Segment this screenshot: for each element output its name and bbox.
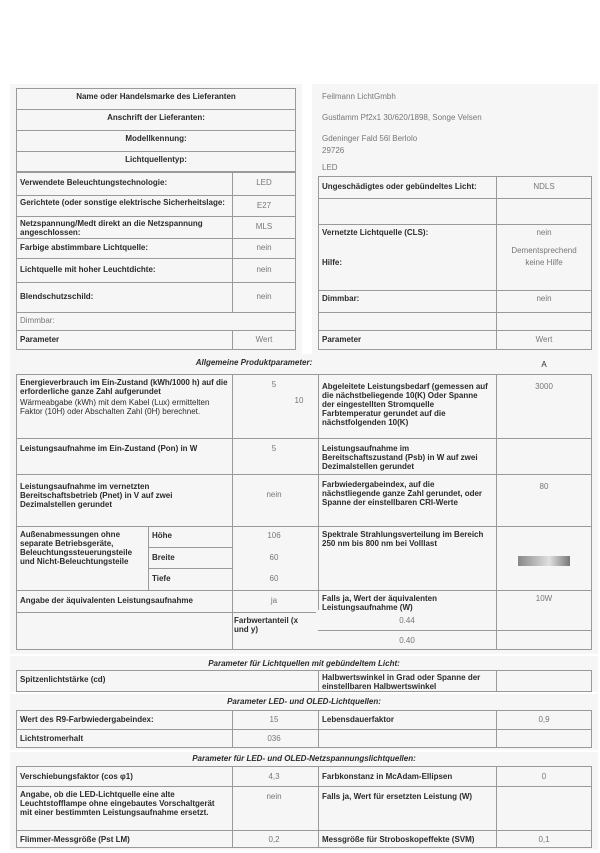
general-row-label: Leistungsaufnahme im Ein-Zustand (Pon) in W xyxy=(20,444,198,453)
dims-value: 106 xyxy=(267,531,281,540)
right-row-label: Ungeschädigtes oder gebündeltes Licht: xyxy=(322,182,477,191)
led-oled-row-value: 15 xyxy=(269,715,279,724)
chroma-y: 0.40 xyxy=(399,636,415,645)
mains-row-rvalue: 0,1 xyxy=(538,835,550,844)
equiv-rvalue: 10W xyxy=(535,594,553,603)
general-row-rlabel: Leistungsaufnahme im Bereitschaftszustand (Psb) in W auf zwei Dezimalstellen gerundet xyxy=(322,444,478,471)
chroma-label: Farbwertanteil (x und y) xyxy=(234,616,299,634)
directional-label: Spitzenlichtstärke (cd) xyxy=(20,675,106,684)
right-row-label: Hilfe: xyxy=(322,258,342,267)
dims-name: Breite xyxy=(152,553,175,562)
left-row-value: nein xyxy=(256,243,272,252)
equiv-value: ja xyxy=(270,596,278,605)
mains-row-value: nein xyxy=(266,792,282,801)
left-row-value: nein xyxy=(256,292,272,301)
left-row-value: MLS xyxy=(255,222,273,231)
left-row-label: Dimmbar: xyxy=(20,316,55,325)
right-row-value: keine Hilfe xyxy=(525,258,563,267)
led-oled-row-label: Lichtstromerhalt xyxy=(20,734,84,743)
dims-name: Tiefe xyxy=(152,574,171,583)
left-header-value: Wert xyxy=(255,335,273,344)
directional-rlabel: Halbwertswinkel in Grad oder Spanne der einstellbaren Halbwertswinkel xyxy=(322,673,481,691)
general-row-value: 5 xyxy=(271,380,277,389)
general-unit: A xyxy=(541,360,547,369)
left-header-param: Parameter xyxy=(20,335,60,344)
led-oled-row-label: Wert des R9-Farbwiedergabeindex: xyxy=(20,715,154,724)
left-row-value: nein xyxy=(256,265,272,274)
general-row-value: 5 xyxy=(271,444,277,453)
general-title: Allgemeine Produktparameter: xyxy=(195,358,313,367)
mains-row-rlabel: Farbkonstanz in McAdam-Ellipsen xyxy=(322,772,453,781)
supplier-name-value: Feilmann LichtGmbh xyxy=(322,92,396,101)
supplier-name-label: Name oder Handelsmarke des Lieferanten xyxy=(76,92,236,101)
spectrum-image xyxy=(518,556,570,566)
equiv-rlabel: Falls ja, Wert der äquivalenten Leistungsaufnahme (W) xyxy=(322,594,437,612)
general-row-rlabel: Abgeleitete Leistungsbedarf (gemessen auf die nächstbeliegende 10(K) Oder Spanne der eingestellten Stromquelle Farbtemperatur gerundet auf die nächstfolgenden 10(K) xyxy=(322,382,488,427)
dims-rlabel: Spektrale Strahlungsverteilung im Bereich 250 nm bis 800 nm bei Volllast xyxy=(322,530,484,548)
supplier-address-value: Gustlamm Pf2x1 30/620/1898, Songe Velsen xyxy=(322,113,482,122)
model-value: 29726 xyxy=(322,146,345,155)
mains-title: Parameter für LED- und OLED-Netzspannungslichtquellen: xyxy=(192,754,416,763)
dims-label: Außenabmessungen ohne separate Betriebsgeräte, Beleuchtungssteuerungsteile und Nicht-Beleuchtungsteile xyxy=(20,530,133,566)
mains-row-label: Verschiebungsfaktor (cos φ1) xyxy=(20,772,133,781)
right-row-value: Dementsprechend xyxy=(511,246,577,255)
general-row-extra: Wärmeabgabe (kWh) mit dem Kabel (Lux) ermittelten Faktor (10H) oder Abschalten Zahl (0H) berechnet. xyxy=(20,398,210,416)
mains-row-label: Flimmer-Messgröße (Pst LM) xyxy=(20,835,130,844)
right-row-value: NDLS xyxy=(533,182,555,191)
mains-row-label: Angabe, ob die LED-Lichtquelle eine alte Leuchtstofflampe ohne eingebautes Vorschaltgerät mit einer bestimmten Leistungsaufnahme ersetzt. xyxy=(20,790,215,817)
general-row-rvalue: 80 xyxy=(539,482,549,491)
general-row-label: Energieverbrauch im Ein-Zustand (kWh/1000 h) auf die erforderliche ganze Zahl aufgerundet xyxy=(20,378,228,396)
left-row-label: Lichtquelle mit hoher Leuchtdichte: xyxy=(20,265,156,274)
right-row-label: Vernetzte Lichtquelle (CLS): xyxy=(322,228,429,237)
left-row-label: Netzspannung/Medt direkt an die Netzspannung angeschlossen: xyxy=(20,219,203,237)
general-row-value: nein xyxy=(266,490,282,499)
left-row-label: Verwendete Beleuchtungstechnologie: xyxy=(20,178,168,187)
right-row-label: Dimmbar: xyxy=(322,294,360,303)
right-header-param: Parameter xyxy=(322,335,362,344)
supplier-address2-value: Gdeninger Fald 56l Berlolo xyxy=(322,134,418,143)
led-oled-row-rvalue: 0,9 xyxy=(538,715,550,724)
right-header-value: Wert xyxy=(535,335,553,344)
led-oled-row-value: 036 xyxy=(267,734,281,743)
general-row-rlabel: Farbwiedergabeindex, auf die nächstliegende ganze Zahl gerundet, oder Spanne der einstellbaren CRI-Werte xyxy=(322,480,483,507)
left-row-label: Gerichtete (oder sonstige elektrische Sicherheitslage: xyxy=(20,198,225,207)
mains-row-rvalue: 0 xyxy=(541,772,547,781)
mains-row-rlabel: Messgröße für Stroboskopeffekte (SVM) xyxy=(322,835,475,844)
lightsource-type-value: LED xyxy=(322,163,338,172)
mains-row-value: 0,2 xyxy=(268,835,280,844)
general-row-rvalue: 3000 xyxy=(535,382,553,391)
lightsource-type-label: Lichtquellentyp: xyxy=(125,155,187,164)
dims-value: 60 xyxy=(269,553,279,562)
mains-row-rlabel: Falls ja, Wert für ersetzten Leistung (W) xyxy=(322,792,473,801)
equiv-label: Angabe der äquivalenten Leistungsaufnahme xyxy=(20,596,193,605)
chroma-x: 0.44 xyxy=(399,616,415,625)
general-row-value2: 10 xyxy=(294,396,304,405)
left-row-label: Blendschutzschild: xyxy=(20,292,94,301)
led-oled-row-rlabel: Lebensdauerfaktor xyxy=(322,715,395,724)
left-row-value: LED xyxy=(256,178,272,187)
dims-name: Höhe xyxy=(152,531,172,540)
right-row-value: nein xyxy=(536,228,552,237)
dims-value: 60 xyxy=(269,574,279,583)
right-row-value: nein xyxy=(536,294,552,303)
left-row-label: Farbige abstimmbare Lichtquelle: xyxy=(20,243,149,252)
left-row-value: E27 xyxy=(256,201,272,210)
directional-title: Parameter für Lichtquellen mit gebündeltem Licht: xyxy=(208,659,400,668)
supplier-address-label: Anschrift der Lieferanten: xyxy=(107,113,205,122)
model-label: Modellkennung: xyxy=(125,134,187,143)
general-row-label: Leistungsaufnahme im vernetzten Bereitschaftsbetrieb (Pnet) in V auf zwei Dezimalstellen gerundet xyxy=(20,482,173,509)
mains-row-value: 4,3 xyxy=(268,772,280,781)
led-oled-title: Parameter LED- und OLED-Lichtquellen: xyxy=(227,697,381,706)
